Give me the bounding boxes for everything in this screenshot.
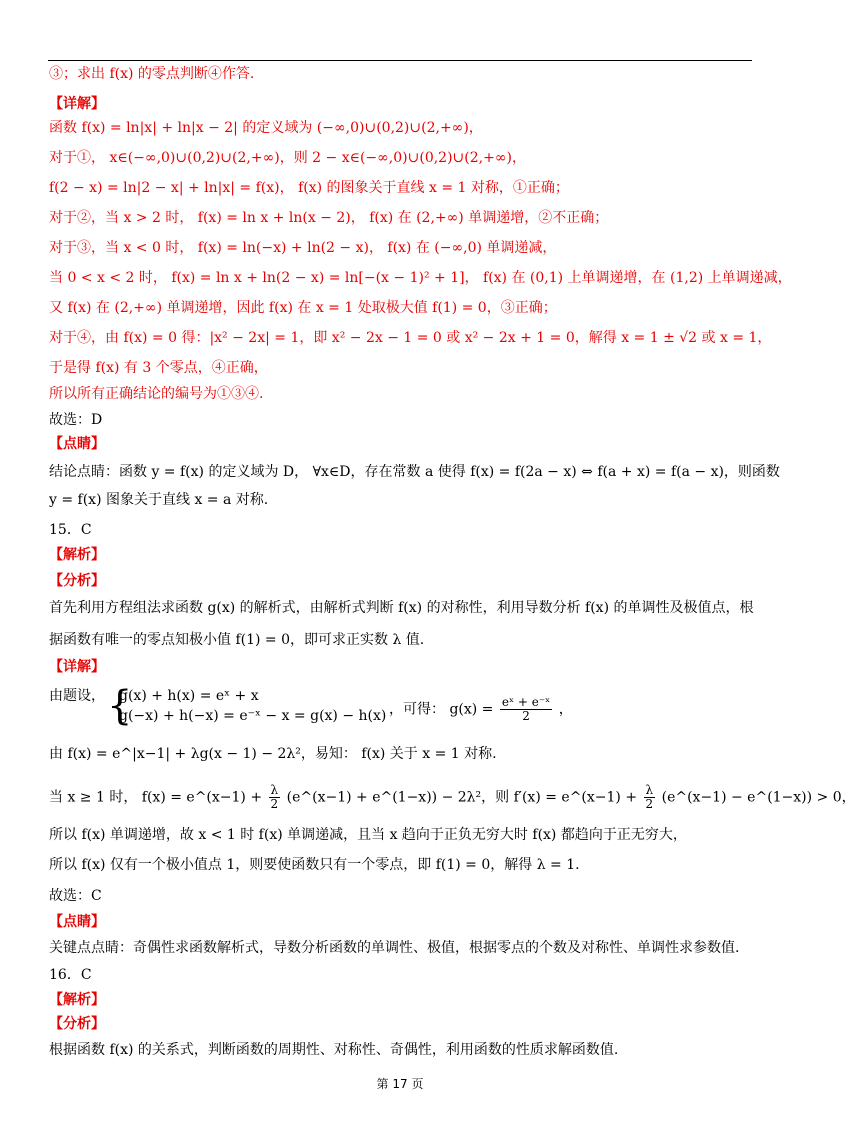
- text-line-l28: 【点睛】: [49, 914, 105, 930]
- text-line-l25: 所以 f(x) 单调递增，故 x < 1 时 f(x) 单调递减，且当 x 趋向于正负无穷大时 f(x) 都趋向于正无穷大，: [49, 827, 687, 843]
- text-line-l7: 当 0 < x < 2 时， f(x) = ln x + ln(2 − x) = ln[−(x − 1)² + 1]， f(x) 在 (0,1) 上单调递增，在 (1,2) 上单调递减，: [49, 270, 792, 286]
- text-line-l11: 所以所有正确结论的编号为①③④.: [49, 386, 264, 402]
- text-line-l16: 15．C: [49, 522, 92, 538]
- text-line-l4: f(2 − x) = ln|2 − x| + ln|x| = f(x)， f(x) 的图象关于直线 x = 1 对称，①正确；: [49, 180, 569, 196]
- frac1-den: 2: [270, 797, 279, 811]
- text-line-l31: 【解析】: [49, 992, 105, 1008]
- text-line-l15: y = f(x) 图象关于直线 x = a 对称.: [49, 492, 269, 508]
- line-24: [49, 783, 856, 811]
- text-line-l13: 【点睛】: [49, 436, 105, 452]
- text-line-l8: 又 f(x) 在 (2,+∞) 单调递增，因此 f(x) 在 x = 1 处取极大值 f(1) = 0，③正确；: [49, 300, 557, 316]
- text-line-l20: 据函数有唯一的零点知极小值 f(1) = 0，即可求正实数 λ 值.: [49, 632, 425, 648]
- system-prefix: 由题设，: [49, 688, 105, 704]
- text-line-l21: 【详解】: [49, 659, 105, 675]
- text-line-l10: 于是得 f(x) 有 3 个零点，④正确，: [49, 360, 268, 376]
- text-line-l5: 对于②，当 x > 2 时， f(x) = ln x + ln(x − 2)， f(x) 在 (2,+∞) 单调递增，②不正确；: [49, 210, 609, 226]
- text-line-l18: 【分析】: [49, 573, 105, 589]
- page-number: 第 17 页: [376, 1077, 424, 1091]
- text-line-l3: 对于①， x∈(−∞,0)∪(0,2)∪(2,+∞)，则 2 − x∈(−∞,0)∪(0,2)∪(2,+∞)，: [49, 150, 526, 166]
- g-fraction: [500, 696, 552, 723]
- text-line-l6: 对于③，当 x < 0 时， f(x) = ln(−x) + ln(2 − x)， f(x) 在 (−∞,0) 单调递减，: [49, 240, 557, 256]
- text-line-l9: 对于④，由 f(x) = 0 得：|x² − 2x| = 1，即 x² − 2x − 1 = 0 或 x² − 2x + 1 = 0，解得 x = 1 ± √2 或 x = 1，: [49, 330, 772, 346]
- text-line-l1: 【详解】: [49, 96, 105, 112]
- text-line-l29: 关键点点睛：奇偶性求函数解析式，导数分析函数的单调性、极值，根据零点的个数及对称性、单调性求参数值.: [49, 940, 740, 956]
- text-line-l32: 【分析】: [49, 1016, 105, 1032]
- lambda-frac-2: [644, 784, 656, 811]
- text-line-l14: 结论点睛：函数 y = f(x) 的定义域为 D， ∀x∈D，存在常数 a 使得 f(x) = f(2a − x) ⇔ f(a + x) = f(a − x)，则函数: [49, 464, 780, 480]
- g-frac-den: 2: [522, 709, 530, 723]
- frac2-num: λ: [644, 784, 656, 798]
- frac2-den: 2: [645, 797, 654, 811]
- system-eq2: g(−x) + h(−x) = e⁻ˣ − x = g(x) − h(x): [119, 708, 387, 724]
- header-rule: [48, 60, 752, 61]
- text-line-l19: 首先利用方程组法求函数 g(x) 的解析式，由解析式判断 f(x) 的对称性，利用导数分析 f(x) 的单调性及极值点，根: [49, 600, 754, 616]
- g-frac-num: eˣ + e⁻ˣ: [501, 695, 551, 709]
- line24-b: (e^(x−1) + e^(1−x)) − 2λ²，则 f′(x) = e^(x−1) +: [286, 789, 638, 806]
- text-line-l33: 根据函数 f(x) 的关系式，判断函数的周期性、对称性、奇偶性，利用函数的性质求解函数值.: [49, 1042, 619, 1058]
- system-of-equations: [49, 683, 573, 729]
- line24-c: (e^(x−1) − e^(1−x)) > 0，: [661, 789, 856, 806]
- system-after: ，可得： g(x) =: [389, 701, 494, 718]
- text-line-l17: 【解析】: [49, 547, 105, 563]
- lambda-frac-1: [269, 784, 281, 811]
- system-eq1: g(x) + h(x) = eˣ + x: [119, 688, 259, 704]
- system-tail: ，: [558, 701, 573, 718]
- text-line-l27: 故选：C: [49, 888, 102, 904]
- text-line-l2: 函数 f(x) = ln|x| + ln|x − 2| 的定义域为 (−∞,0)∪(0,2)∪(2,+∞)，: [49, 120, 483, 136]
- text-line-l23: 由 f(x) = e^|x−1| + λg(x − 1) − 2λ²，易知： f(x) 关于 x = 1 对称.: [49, 746, 497, 762]
- left-brace-icon: {: [107, 683, 133, 729]
- text-line-l12: 故选：D: [49, 412, 103, 428]
- line24-a: 当 x ≥ 1 时， f(x) = e^(x−1) +: [49, 789, 263, 806]
- text-line-l26: 所以 f(x) 仅有一个极小值点 1，则要使函数只有一个零点，即 f(1) = 0，解得 λ = 1.: [49, 857, 580, 873]
- frac1-num: λ: [269, 784, 281, 798]
- text-line-l30: 16．C: [49, 967, 92, 983]
- text-line-l0: ③；求出 f(x) 的零点判断④作答.: [49, 66, 255, 82]
